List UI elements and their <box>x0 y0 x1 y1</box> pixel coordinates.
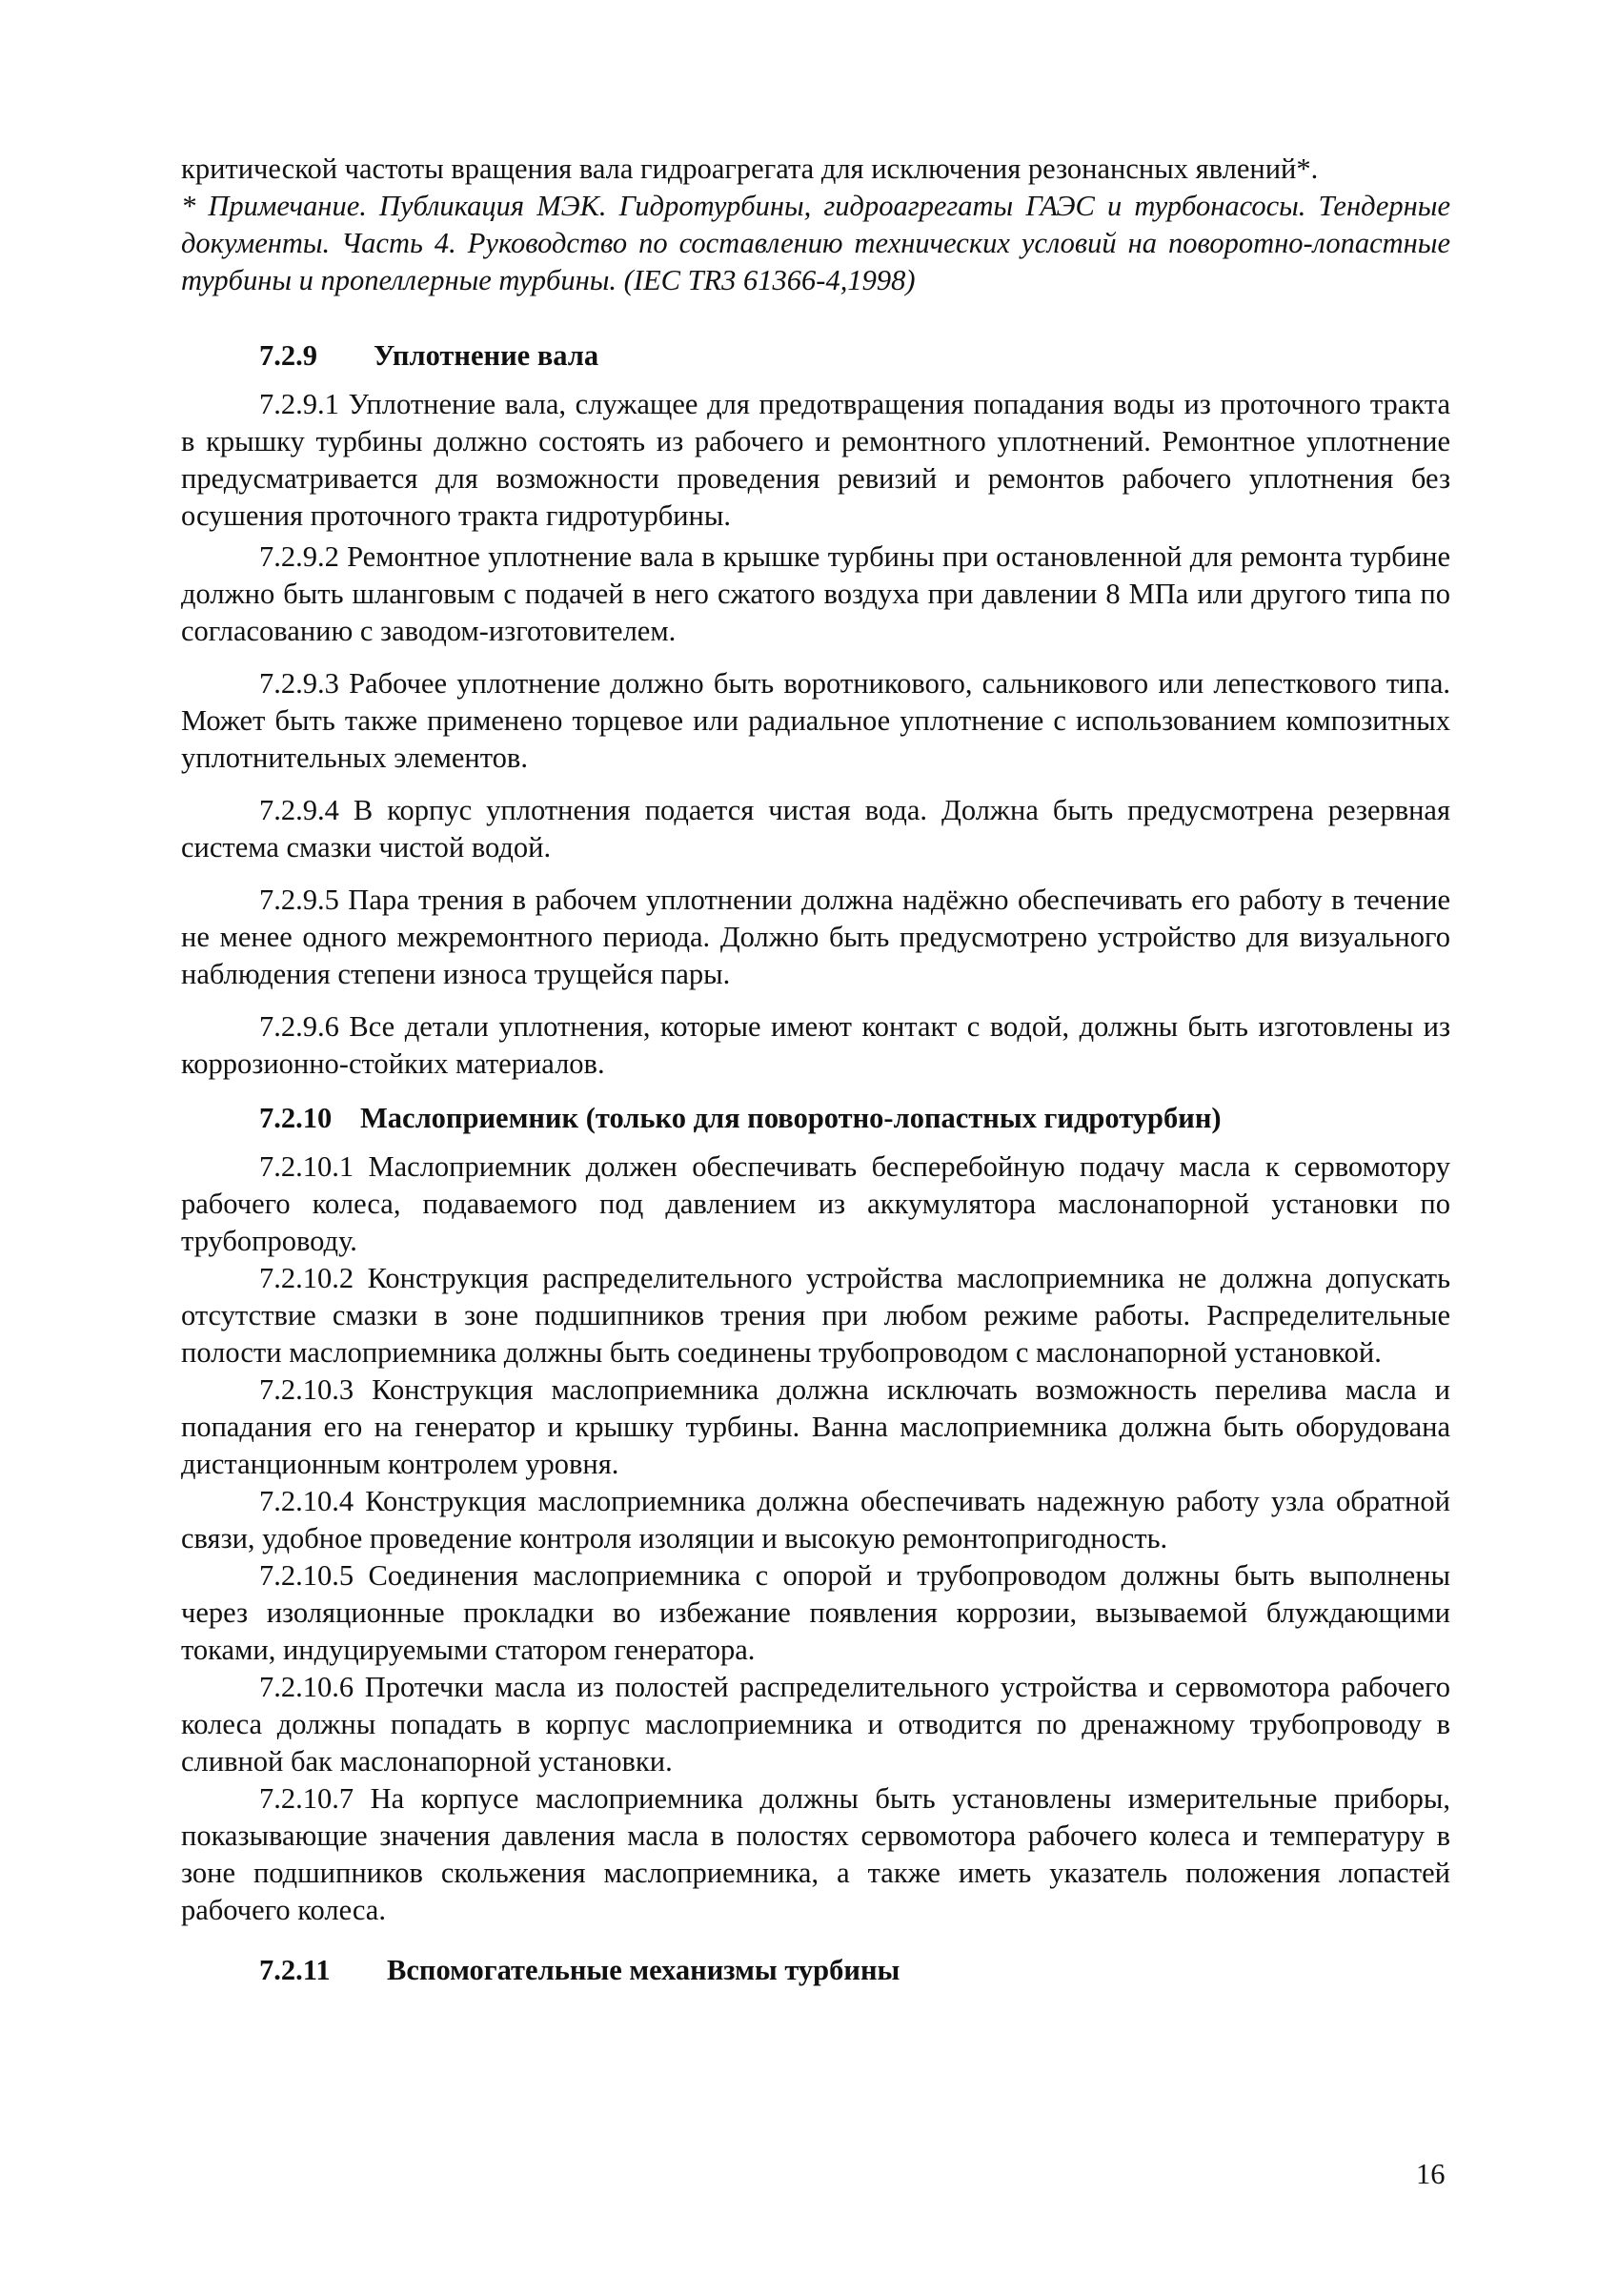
paragraph-7-2-9-6: 7.2.9.6 Все детали уплотнения, которые имеют контакт с водой, должны быть изготовлены из коррозионно-стойких материалов. <box>181 1010 1450 1080</box>
paragraph-7-2-10-3: 7.2.10.3 Конструкция маслоприемника должна исключать возможность перелива масла и попадания его на генератор и крышку турбины. Ванна маслоприемника должна быть оборудована дистанционным контролем уровня. <box>181 1373 1450 1480</box>
paragraph-7-2-9-2: 7.2.9.2 Ремонтное уплотнение вала в крышке турбины при остановленной для ремонта турбине должно быть шланговым с подачей в него сжатого воздуха при давлении 8 МПа или другого типа по согласованию с заводом-изготовителем. <box>181 540 1450 647</box>
paragraph-7-2-9-1: 7.2.9.1 Уплотнение вала, служащее для предотвращения попадания воды из проточного тракта в крышку турбины должно состоять из рабочего и ремонтного уплотнений. Ремонтное уплотнение предусматривается для возможности проведения ревизий и ремонтов рабочего уплотнения без осушения проточного тракта гидротурбины. <box>181 388 1450 532</box>
paragraph-7-2-9-3: 7.2.9.3 Рабочее уплотнение должно быть воротникового, сальникового или лепесткового типа. Может быть также применено торцевое или радиальное уплотнение с использованием композитных уплотнительных элементов. <box>181 667 1450 774</box>
paragraph-7-2-9-5: 7.2.9.5 Пара трения в рабочем уплотнении должна надёжно обеспечивать его работу в течение не менее одного межремонтного периода. Должно быть предусмотрено устройство для визуального наблюдения степени износа трущейся пары. <box>181 884 1450 990</box>
section-number: 7.2.9 <box>259 339 317 372</box>
page-number: 16 <box>1416 2158 1446 2190</box>
paragraph-7-2-9-4: 7.2.9.4 В корпус уплотнения подается чистая вода. Должна быть предусмотрена резервная система смазки чистой водой. <box>181 794 1450 864</box>
section-heading-7-2-10 <box>259 1100 1450 1137</box>
intro-continuation: критической частоты вращения вала гидроагрегата для исключения резонансных явлений*. <box>181 152 1319 185</box>
section-heading-7-2-11 <box>259 1952 1450 1989</box>
section-title: Вспомогательные механизмы турбины <box>387 1954 900 1986</box>
paragraph-7-2-10-2: 7.2.10.2 Конструкция распределительного устройства маслоприемника не должна допускать отсутствие смазки в зоне подшипников трения при любом режиме работы. Распределительные полости маслоприемника должны быть соединены трубопроводом с маслонапорной установкой. <box>181 1262 1450 1369</box>
paragraph-7-2-10-5: 7.2.10.5 Соединения маслоприемника с опорой и трубопроводом должны быть выполнены через изоляционные прокладки во избежание появления коррозии, вызываемой блуждающими токами, индуцируемыми статором генератора. <box>181 1559 1450 1666</box>
document-page <box>181 151 1450 2001</box>
paragraph-7-2-10-7: 7.2.10.7 На корпусе маслоприемника должны быть установлены измерительные приборы, показывающие значения давления масла в полостях сервомотора рабочего колеса и температуру в зоне подшипников скольжения маслоприемника, а также иметь указатель положения лопастей рабочего колеса. <box>181 1782 1450 1926</box>
section-heading-7-2-9 <box>259 337 1450 375</box>
footnote-note: * Примечание. Публикация МЭК. Гидротурбины, гидроагрегаты ГАЭС и турбонасосы. Тендерные документы. Часть 4. Руководство по составлению технических условий на поворотно-лопастные турбины и пропеллерные турбины. (IEC TR3 61366-4,1998) <box>181 190 1450 296</box>
section-number: 7.2.10 <box>259 1102 333 1134</box>
section-title: Маслоприемник (только для поворотно-лопастных гидротурбин) <box>360 1102 1222 1134</box>
paragraph-7-2-10-1: 7.2.10.1 Маслоприемник должен обеспечивать бесперебойную подачу масла к сервомотору рабочего колеса, подаваемого под давлением из аккумулятора маслонапорной установки по трубопроводу. <box>181 1150 1450 1257</box>
section-number: 7.2.11 <box>259 1954 331 1986</box>
paragraph-7-2-10-6: 7.2.10.6 Протечки масла из полостей распределительного устройства и сервомотора рабочего колеса должны попадать в корпус маслоприемника и отводится по дренажному трубопроводу в сливной бак маслонапорной установки. <box>181 1671 1450 1778</box>
section-title: Уплотнение вала <box>374 339 599 372</box>
paragraph-7-2-10-4: 7.2.10.4 Конструкция маслоприемника должна обеспечивать надежную работу узла обратной связи, удобное проведение контроля изоляции и высокую ремонтопригодность. <box>181 1485 1450 1554</box>
